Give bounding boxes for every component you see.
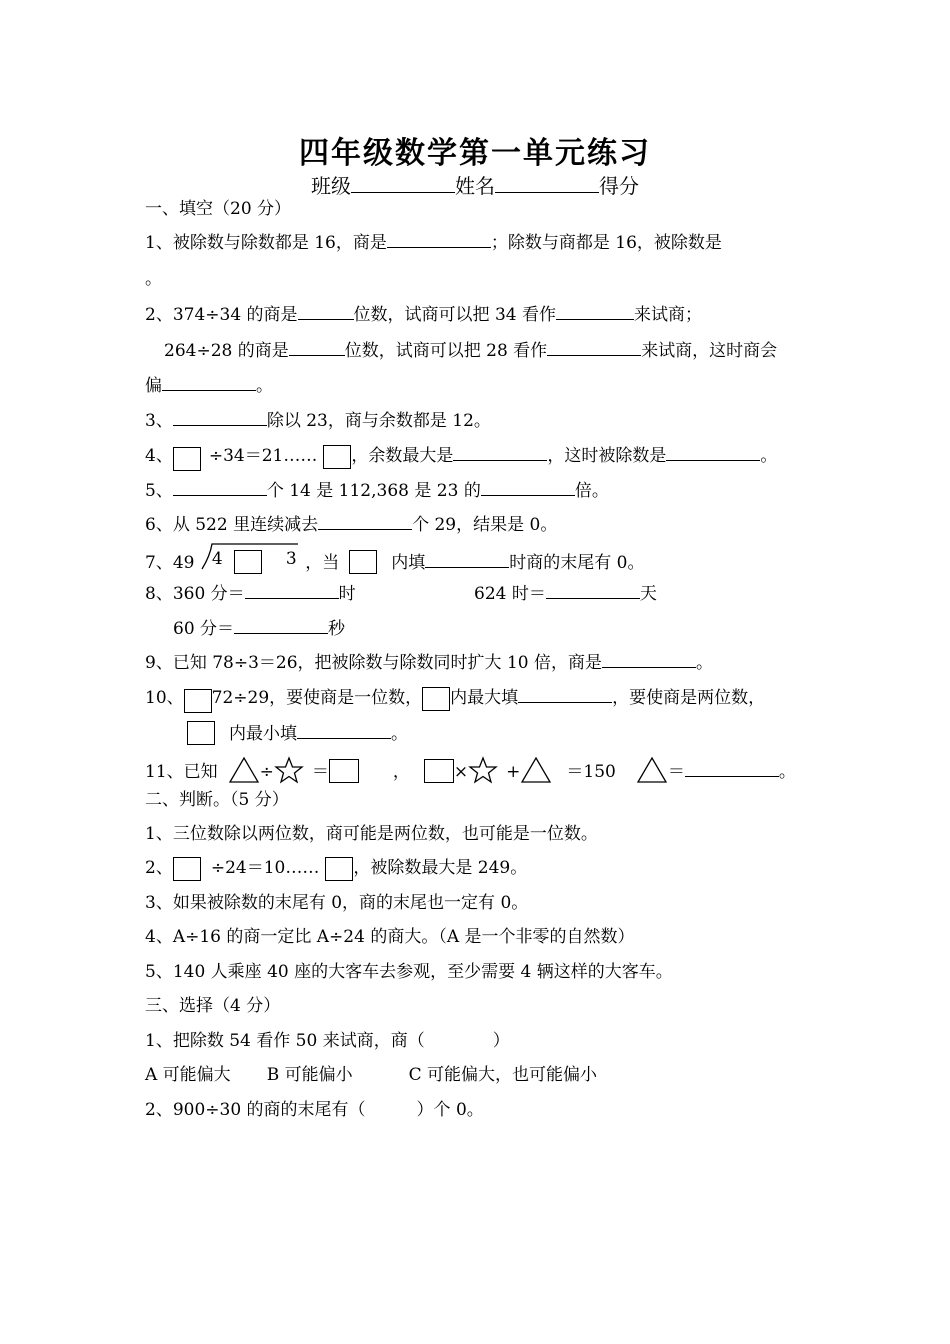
option-a[interactable]: A 可能偏大 — [145, 1065, 231, 1085]
class-blank[interactable] — [351, 176, 455, 193]
q6-text-2: 个 29，结果是 0。 — [412, 515, 558, 535]
q11-times: × — [453, 762, 469, 782]
q7-digit-1: 4 — [211, 549, 223, 569]
q10-text-6: 。 — [391, 724, 408, 744]
fill-q3 — [145, 409, 491, 432]
q2-text-5: 位数，试商可以把 28 看作 — [344, 341, 548, 361]
fill-q2-line3 — [145, 374, 273, 397]
q4-blank-1[interactable] — [453, 444, 547, 461]
triangle-icon-2 — [520, 756, 552, 784]
q10-box-3[interactable] — [187, 721, 215, 745]
q4-blank-2[interactable] — [666, 444, 760, 461]
fill-q6 — [145, 513, 557, 536]
q11-plus: + — [506, 762, 521, 782]
q5-text: 5、 — [145, 481, 173, 501]
q7-digit-3: 3 — [285, 549, 297, 569]
q2-blank-4[interactable] — [547, 339, 641, 356]
fill-q8-c — [173, 617, 345, 640]
q1-blank-1[interactable] — [387, 231, 491, 248]
q9-text-2: 。 — [695, 653, 713, 673]
q6-blank[interactable] — [318, 513, 412, 530]
q10-text: 10、 — [145, 688, 184, 708]
class-label: 班级 — [311, 174, 351, 198]
fill-q11 — [145, 756, 796, 784]
q11-comma: ， — [392, 762, 410, 782]
q10-text-4: ，要使商是两位数， — [612, 688, 766, 708]
score-label: 得分 — [599, 174, 639, 198]
judge-q1: 1、三位数除以两位数，商可能是两位数，也可能是一位数。 — [145, 824, 598, 844]
j2-text-2: ÷24＝10…… — [210, 858, 320, 878]
q8-blank-1[interactable] — [245, 582, 339, 599]
q5-text-2: 个 14 是 112,368 是 23 的 — [266, 481, 481, 501]
q7-divisor: 7、49 — [145, 553, 195, 573]
q4-text-3: ，余数最大是 — [351, 446, 454, 466]
q10-text-3: 内最大填 — [450, 688, 519, 708]
q3-text-2: 除以 23，商与余数都是 12。 — [266, 411, 491, 431]
page-title: 四年级数学第一单元练习 — [299, 136, 651, 171]
q11-blank[interactable] — [685, 760, 779, 777]
fill-q7 — [145, 548, 645, 574]
square-icon — [329, 759, 359, 783]
q7-blank[interactable] — [425, 551, 509, 568]
q9-blank[interactable] — [602, 651, 696, 668]
q4-box-dividend[interactable] — [173, 447, 201, 471]
section-judge-heading: 二、判断。（5 分） — [145, 790, 289, 810]
judge-q5: 5、140 人乘座 40 座的大客车去参观，至少需要 4 辆这样的大客车。 — [145, 962, 673, 982]
q3-blank[interactable] — [173, 409, 267, 426]
q9-text: 9、已知 78÷3＝26，把被除数与除数同时扩大 10 倍，商是 — [145, 653, 602, 673]
q11-equals: ＝ — [311, 762, 329, 782]
section-choice-heading: 三、选择（4 分） — [145, 996, 281, 1016]
option-c[interactable]: C 可能偏大，也可能偏小 — [408, 1065, 598, 1085]
q6-text: 6、从 522 里连续减去 — [145, 515, 319, 535]
q8-unit-1: 时 — [338, 584, 356, 604]
q4-text-4: ，这时被除数是 — [547, 446, 667, 466]
q1-text: 1、被除数与除数都是 16，商是 — [145, 233, 387, 253]
q5-text-3: 倍。 — [574, 481, 609, 501]
q4-text-2: ÷34＝21…… — [208, 446, 318, 466]
name-label: 姓名 — [455, 174, 495, 198]
q8-blank-3[interactable] — [234, 617, 328, 634]
q2-blank-5[interactable] — [162, 374, 256, 391]
j2-text: 2、 — [145, 858, 173, 878]
q7-text-3: 内填 — [391, 553, 426, 573]
q10-text-5: 内最小填 — [229, 724, 297, 744]
section-fill-heading: 一、填空（20 分） — [145, 199, 292, 219]
j2-box-remainder[interactable] — [325, 857, 353, 881]
q3-text: 3、 — [145, 411, 173, 431]
fill-q1-cont: 。 — [145, 269, 162, 289]
fill-q10 — [145, 686, 765, 713]
fill-q9 — [145, 651, 713, 674]
q1-text-2: ；除数与商都是 16，被除数是 — [490, 233, 722, 253]
q7-box-ref[interactable] — [349, 550, 377, 574]
q11-text: 11、已知 — [145, 762, 218, 782]
q2-text: 2、374÷34 的商是 — [145, 305, 298, 325]
square-icon-2 — [424, 759, 454, 783]
fill-q5 — [145, 479, 609, 502]
q10-blank-1[interactable] — [518, 686, 612, 703]
option-b[interactable]: B 可能偏小 — [266, 1065, 353, 1085]
q8-text: 8、360 分＝ — [145, 584, 245, 604]
q8-blank-2[interactable] — [546, 582, 640, 599]
fill-q1 — [145, 231, 722, 254]
q11-divide: ÷ — [259, 762, 274, 782]
q2-text-8: 。 — [256, 376, 273, 396]
triangle-icon — [228, 756, 260, 784]
j2-text-3: ，被除数最大是 249。 — [353, 858, 528, 878]
judge-q3: 3、如果被除数的末尾有 0，商的末尾也一定有 0。 — [145, 893, 529, 913]
triangle-icon-3 — [636, 756, 668, 784]
q8-text-2: 624 时＝ — [474, 584, 546, 604]
star-icon-2 — [468, 756, 498, 784]
choice-q2: 2、900÷30 的商的末尾有（ ）个 0。 — [145, 1100, 484, 1120]
q2-blank-3[interactable] — [289, 339, 345, 356]
q5-blank-2[interactable] — [481, 479, 575, 496]
judge-q2 — [145, 857, 527, 881]
q10-box-1[interactable] — [184, 689, 212, 713]
fill-q4 — [145, 444, 777, 471]
j2-box-dividend[interactable] — [173, 857, 201, 881]
q2-blank-2[interactable] — [556, 303, 634, 320]
judge-q4: 4、A÷16 的商一定比 A÷24 的商大。（A 是一个非零的自然数） — [145, 927, 635, 947]
q2-text-4: 264÷28 的商是 — [164, 341, 289, 361]
star-icon — [274, 756, 304, 784]
name-blank[interactable] — [495, 176, 599, 193]
q7-text-4: 时商的末尾有 0。 — [509, 553, 645, 573]
q4-box-remainder[interactable] — [323, 445, 351, 469]
q4-text-5: 。 — [760, 446, 778, 466]
q8-text-3: 60 分＝ — [173, 619, 235, 639]
q2-text-7: 偏 — [145, 376, 162, 396]
fill-q10-cont — [187, 721, 408, 745]
q7-text-2: ，当 — [305, 553, 340, 573]
q11-period: 。 — [778, 762, 796, 782]
choice-q1-options — [145, 1064, 597, 1086]
choice-q1: 1、把除数 54 看作 50 来试商，商（ ） — [145, 1031, 510, 1051]
q7-box-digit[interactable] — [234, 550, 262, 574]
q2-text-6: 来试商，这时商会 — [641, 341, 778, 361]
q11-equals-2: ＝ — [667, 762, 685, 782]
q8-unit-3: 秒 — [328, 619, 346, 639]
q2-blank-1[interactable] — [298, 303, 354, 320]
q5-blank-1[interactable] — [173, 479, 267, 496]
student-info-line — [0, 170, 950, 199]
fill-q2-line2 — [164, 339, 777, 362]
long-division-sign — [200, 548, 300, 574]
fill-q8-b — [474, 582, 657, 605]
q10-text-2: 72÷29，要使商是一位数， — [211, 688, 423, 708]
q2-text-2: 位数，试商可以把 34 看作 — [353, 305, 556, 325]
q10-box-2[interactable] — [422, 687, 450, 711]
fill-q8 — [145, 582, 356, 605]
q4-text: 4、 — [145, 446, 173, 466]
fill-q2 — [145, 303, 702, 326]
q2-text-3: 来试商； — [634, 305, 702, 325]
q11-result: ＝150 — [566, 762, 616, 782]
q8-unit-2: 天 — [639, 584, 657, 604]
q10-blank-2[interactable] — [297, 722, 391, 739]
